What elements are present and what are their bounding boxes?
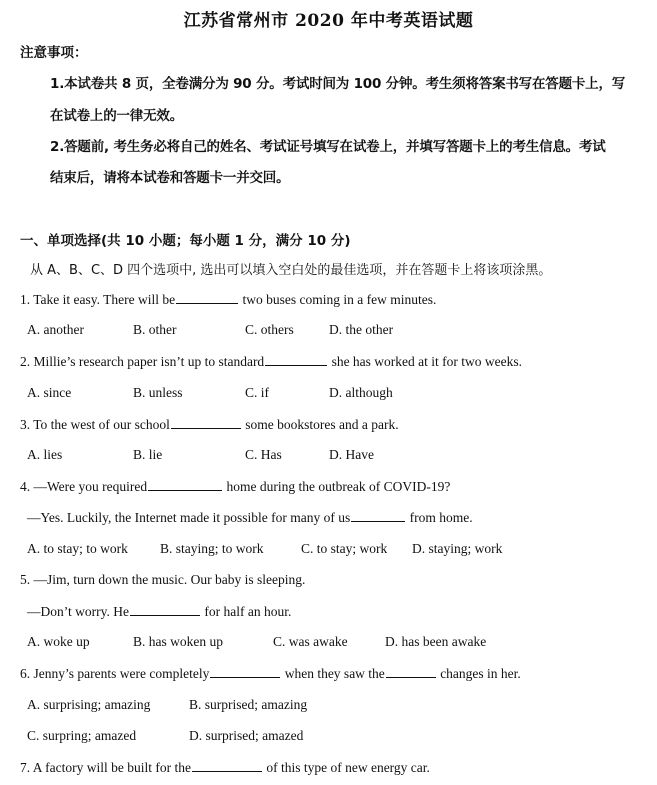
question-2 — [20, 353, 522, 370]
question-text: 3. To the west of our school — [20, 417, 170, 432]
option-a: A. woke up — [27, 634, 90, 649]
option-b: B. other — [133, 322, 177, 337]
question-text: for half an hour. — [200, 604, 292, 619]
option-b: B. lie — [133, 447, 163, 462]
option-b: B. surprised; amazing — [189, 697, 308, 712]
question-text: 4. —Were you required — [20, 479, 148, 494]
question-text: 6. Jenny’s parents were completely — [20, 666, 210, 681]
question-5-reply — [27, 603, 291, 620]
question-6 — [20, 665, 521, 682]
page-title: 江苏省常州市 2020 年中考英语试题 — [183, 11, 474, 31]
section-instruction: 从 A、B、C、D 四个选项中, 选出可以填入空白处的最佳选项，并在答题卡上将该项涂黑。 — [30, 263, 552, 278]
option-c: C. was awake — [273, 634, 348, 649]
question-text: 7. A factory will be built for the — [20, 760, 191, 775]
question-text: two buses coming in a few minutes. — [239, 292, 437, 307]
question-1 — [20, 291, 436, 308]
option-d: D. has been awake — [385, 634, 487, 649]
option-c: C. if — [245, 385, 270, 400]
option-a: A. to stay; to work — [27, 541, 128, 556]
notice-line: 2.答题前, 考生务必将自己的姓名、考试证号填写在试卷上，并填写答题卡上的考生信息。考试 — [50, 139, 606, 155]
answer-blank — [130, 603, 200, 616]
option-c: C. Has — [245, 447, 282, 462]
section-heading: 一、单项选择(共 10 小题；每小题 1 分，满分 10 分) — [20, 233, 351, 249]
answer-blank — [171, 416, 241, 429]
question-text: —Don’t worry. He — [27, 604, 129, 619]
option-d: D. the other — [329, 322, 394, 337]
question-3 — [20, 416, 399, 433]
question-text: 2. Millie’s research paper isn’t up to standard — [20, 354, 265, 369]
question-text: some bookstores and a park. — [241, 417, 399, 432]
answer-blank — [192, 759, 262, 772]
option-b: B. staying; to work — [160, 541, 264, 556]
notice-line: 在试卷上的一律无效。 — [50, 108, 183, 124]
question-4 — [20, 478, 450, 495]
option-c: C. surpring; amazed — [27, 728, 137, 743]
option-a: A. lies — [27, 447, 63, 462]
question-text: changes in her. — [436, 666, 521, 681]
answer-blank — [265, 353, 327, 366]
notice-line: 1.本试卷共 8 页，全卷满分为 90 分。考试时间为 100 分钟。考生须将答案书写在答题卡上，写 — [50, 76, 626, 92]
question-4-reply — [27, 509, 473, 526]
question-text: home during the outbreak of COVID-19? — [223, 479, 451, 494]
notice-heading: 注意事项： — [20, 45, 88, 61]
answer-blank — [176, 291, 238, 304]
answer-blank — [210, 665, 280, 678]
question-text: she has worked at it for two weeks. — [328, 354, 523, 369]
question-text: —Yes. Luckily, the Internet made it possible for many of us — [27, 510, 351, 525]
question-text: when they saw the — [281, 666, 385, 681]
option-c: C. to stay; work — [301, 541, 388, 556]
option-b: B. has woken up — [133, 634, 223, 649]
answer-blank — [386, 665, 436, 678]
question-text: from home. — [406, 510, 473, 525]
question-text: 5. —Jim, turn down the music. Our baby is sleeping. — [20, 572, 306, 587]
option-d: D. although — [329, 385, 393, 400]
notice-line: 结束后，请将本试卷和答题卡一并交回。 — [50, 170, 290, 186]
question-5 — [20, 572, 305, 588]
option-d: D. Have — [329, 447, 374, 462]
question-text: of this type of new energy car. — [262, 760, 430, 775]
question-7 — [20, 759, 430, 776]
option-a: A. surprising; amazing — [27, 697, 151, 712]
option-d: D. staying; work — [412, 541, 503, 556]
question-text: 1. Take it easy. There will be — [20, 292, 176, 307]
answer-blank — [351, 509, 405, 522]
option-a: A. since — [27, 385, 72, 400]
option-b: B. unless — [133, 385, 183, 400]
option-c: C. others — [245, 322, 294, 337]
option-a: A. another — [27, 322, 84, 337]
answer-blank — [148, 478, 222, 491]
option-d: D. surprised; amazed — [189, 728, 304, 743]
